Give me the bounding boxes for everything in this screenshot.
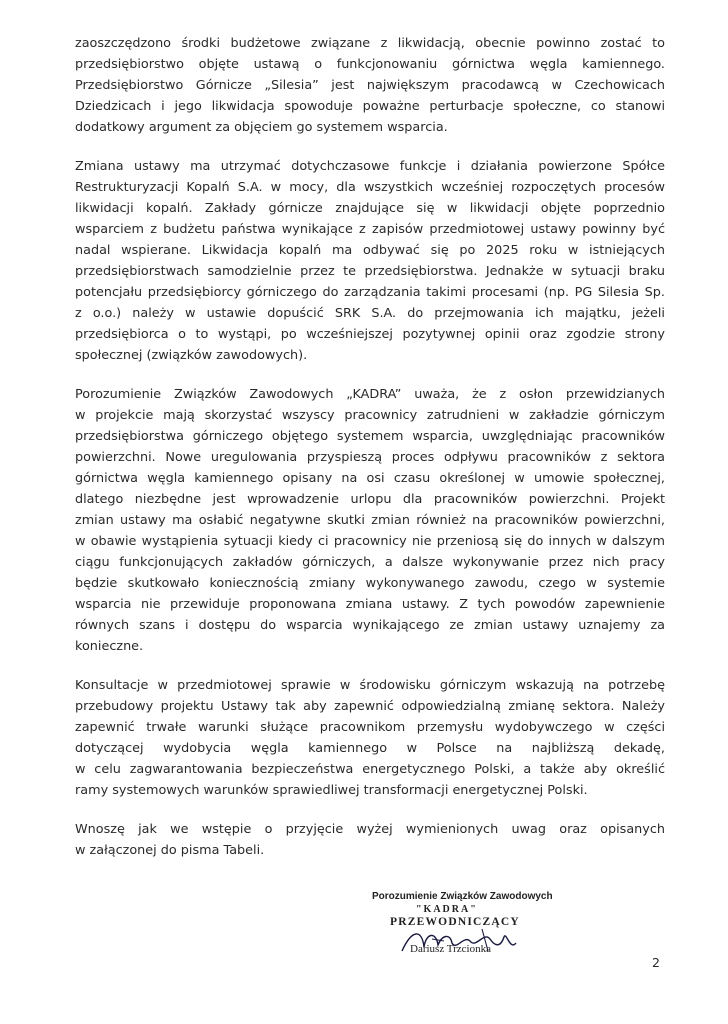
- text-line: Zmiana ustawy ma utrzymać dotychczasowe funkcje i działania powierzone Spółce: [75, 159, 665, 174]
- paragraph: [75, 33, 665, 138]
- text-line: ciągu funkcjonujących zakładów górniczych, a dalsze wykonywanie przez nich pracy: [75, 555, 665, 570]
- stamp-signatory-name: Dariusz Trzcionka: [410, 943, 491, 955]
- text-line: dodatkowy argument za objęciem go systemem wsparcia.: [75, 120, 448, 135]
- text-line: nadal wspierane. Likwidacja kopalń ma odbywać się po 2025 roku w istniejących: [75, 243, 665, 258]
- text-line: równych szans i dostępu do wsparcia wynikającego ze zmian ustawy uznajemy za: [75, 618, 665, 633]
- text-line: zapewnić trwałe warunki służące pracownikom przemysłu wydobywczego w części: [75, 720, 665, 735]
- text-line: będzie skutkowało koniecznością zmiany wykonywanego zawodu, czego w systemie: [75, 576, 665, 591]
- text-line: przebudowy projektu Ustawy tak aby zapewnić odpowiedzialną zmianę sektora. Należy: [75, 699, 665, 714]
- text-line: wsparcia nie przewiduje proponowana zmiana ustawy. Z tych powodów zapewnienie: [75, 597, 665, 612]
- text-line: przedsiębiorca o to wystąpi, po wcześniejszej pozytywnej opinii oraz zgodzie strony: [75, 327, 665, 342]
- text-line: w załączonej do pisma Tabeli.: [75, 843, 265, 858]
- text-line: Przedsiębiorstwo Górnicze „Silesia” jest największym pracodawcą w Czechowicach: [75, 78, 665, 93]
- stamp-organization: Porozumienie Związków Zawodowych: [372, 891, 553, 902]
- text-line: przedsiębiorstwach samodzielnie przez te przedsiębiorstwa. Jednakże w sytuacji braku: [75, 264, 665, 279]
- stamp-organization-short: "KADRA": [416, 904, 478, 915]
- text-line: wsparciem z budżetu państwa wynikające z zapisów przedmiotowej ustawy powinny być: [75, 222, 665, 237]
- text-line: Restrukturyzacji Kopalń S.A. w mocy, dla wszystkich wcześniej rozpoczętych procesów: [75, 180, 665, 195]
- text-line: Wnoszę jak we wstępie o przyjęcie wyżej wymienionych uwag oraz opisanych: [75, 822, 665, 837]
- text-line: przedsiębiorstwa górniczego objętego systemem wsparcia, uwzględniając pracowników: [75, 429, 665, 444]
- paragraph: [75, 819, 665, 861]
- page-number: 2: [652, 955, 660, 970]
- paragraph: [75, 675, 665, 801]
- text-line: z o.o.) należy w ustawie dopuścić SRK S.A. do przejmowania ich majątku, jeżeli: [75, 306, 665, 321]
- text-line: powierzchni. Nowe uregulowania przyspieszą proces odpływu pracowników z sektora: [75, 450, 665, 465]
- text-line: społecznej (związków zawodowych).: [75, 348, 308, 363]
- signature-stamp: [372, 891, 562, 971]
- text-line: zmian ustawy ma osłabić negatywne skutki zmian również na pracowników powierzchni,: [75, 513, 665, 528]
- text-line: konieczne.: [75, 639, 144, 654]
- text-line: potencjału przedsiębiorcy górniczego do zarządzania takimi procesami (np. PG Silesia Sp.: [75, 285, 665, 300]
- stamp-title: PRZEWODNICZĄCY: [390, 916, 520, 928]
- text-line: w obawie wystąpienia sytuacji kiedy ci pracownicy nie przeniosą się do innych w dalszym: [75, 534, 665, 549]
- text-line: w celu zagwarantowania bezpieczeństwa energetycznego Polski, a także aby określić: [75, 762, 665, 777]
- text-line: zaoszczędzono środki budżetowe związane z likwidacją, obecnie powinno zostać to: [75, 36, 665, 51]
- text-line: dotyczącej wydobycia węgla kamiennego w Polsce na najbliższą dekadę,: [75, 741, 665, 756]
- handwritten-signature: [392, 921, 542, 961]
- text-line: likwidacji kopalń. Zakłady górnicze znajdujące się w likwidacji objęte poprzednio: [75, 201, 665, 216]
- text-line: Porozumienie Związków Zawodowych „KADRA” uważa, że z osłon przewidzianych: [75, 387, 665, 402]
- text-line: górnictwa węgla kamiennego opisany na osi czasu określonej w umowie społecznej,: [75, 471, 665, 486]
- letter-body: [75, 33, 665, 879]
- text-line: ramy systemowych warunków sprawiedliwej transformacji energetycznej Polski.: [75, 783, 588, 798]
- text-line: Konsultacje w przedmiotowej sprawie w środowisku górniczym wskazują na potrzebę: [75, 678, 665, 693]
- paragraph: [75, 156, 665, 366]
- text-line: Dziedzicach i jego likwidacja spowoduje poważne perturbacje społeczne, co stanowi: [75, 99, 665, 114]
- paragraph: [75, 384, 665, 657]
- text-line: w projekcie mają skorzystać wszyscy pracownicy zatrudnieni w zakładzie górniczym: [75, 408, 665, 423]
- text-line: dlatego niezbędne jest wprowadzenie urlopu dla pracowników powierzchni. Projekt: [75, 492, 665, 507]
- text-line: przedsiębiorstwo objęte ustawą o funkcjonowaniu górnictwa węgla kamiennego.: [75, 57, 665, 72]
